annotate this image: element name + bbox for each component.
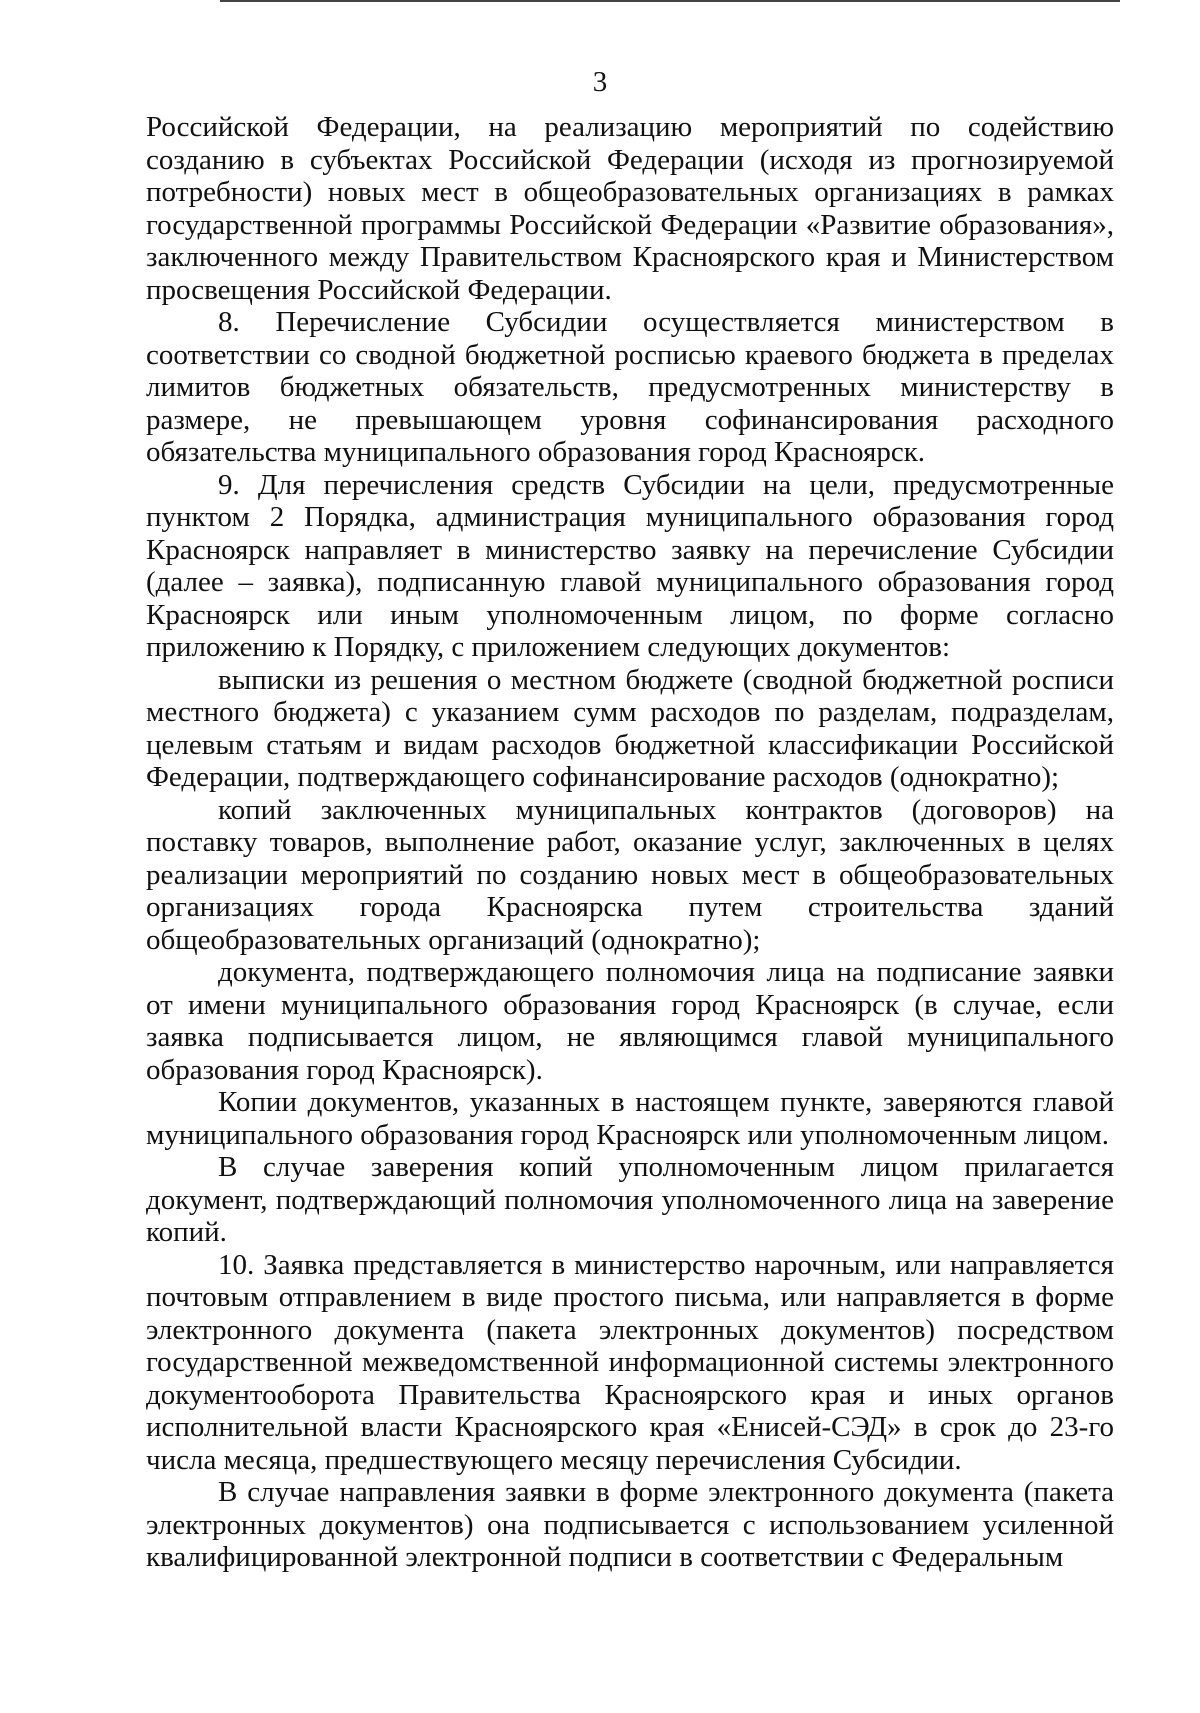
document-body <box>146 111 1114 1574</box>
top-scan-rule <box>220 0 1120 2</box>
paragraph-contract-copies: копий заключенных муниципальных контрактов (договоров) на поставку товаров, выполнение работ, оказание услуг, заключенных в целях реализации мероприятий по созданию новых мест в общеобразовательных организациях города Красноярска путем строительства зданий общеобразовательных организаций (однократно); <box>146 793 1114 956</box>
paragraph-copy-certification: Копии документов, указанных в настоящем пункте, заверяются главой муниципального образования город Красноярск или уполномоченным лицом. <box>146 1086 1114 1151</box>
paragraph-authority-document: документа, подтверждающего полномочия лица на подписание заявки от имени муниципального образования город Красноярск (в случае, если заявка подписывается лицом, не являющимся главой муниципального образования город Красноярск). <box>146 956 1114 1086</box>
paragraph-8: 8. Перечисление Субсидии осуществляется министерством в соответствии со сводной бюджетной росписью краевого бюджета в пределах лимитов бюджетных обязательств, предусмотренных министерству в размере, не превышающем уровня софинансирования расходного обязательства муниципального образования город Красноярск. <box>146 306 1114 468</box>
paragraph-authorized-certification: В случае заверения копий уполномоченным лицом прилагается документ, подтверждающий полномочия уполномоченного лица на заверение копий. <box>146 1151 1114 1248</box>
paragraph-10: 10. Заявка представляется в министерство нарочным, или направляется почтовым отправлением в виде простого письма, или направляется в форме электронного документа (пакета электронных документов) посредством государственной межведомственной информационной системы электронного документооборота Правительства Красноярского края и иных органов исполнительной власти Красноярского края «Енисей-СЭД» в срок до 23-го числа месяца, предшествующего месяцу перечисления Субсидии. <box>146 1248 1114 1476</box>
paragraph-budget-extracts: выписки из решения о местном бюджете (сводной бюджетной росписи местного бюджета) с указанием сумм расходов по разделам, подразделам, целевым статьям и видам расходов бюджетной классификации Российской Федерации, подтверждающего софинансирование расходов (однократно); <box>146 663 1114 793</box>
page-number: 3 <box>592 66 608 98</box>
paragraph-continuation: Российской Федерации, на реализацию мероприятий по содействию созданию в субъектах Российской Федерации (исходя из прогнозируемой потребности) новых мест в общеобразовательных организациях в рамках государственной программы Российской Федерации «Развитие образования», заключенного между Правительством Красноярского края и Министерством просвещения Российской Федерации. <box>146 111 1114 306</box>
paragraph-9: 9. Для перечисления средств Субсидии на цели, предусмотренные пунктом 2 Порядка, администрация муниципального образования город Красноярск направляет в министерство заявку на перечисление Субсидии (далее – заявка), подписанную главой муниципального образования город Красноярск или иным уполномоченным лицом, по форме согласно приложению к Порядку, с приложением следующих документов: <box>146 468 1114 663</box>
paragraph-electronic-submission: В случае направления заявки в форме электронного документа (пакета электронных документов) она подписывается с использованием усиленной квалифицированной электронной подписи в соответствии с Федеральным <box>146 1476 1114 1573</box>
